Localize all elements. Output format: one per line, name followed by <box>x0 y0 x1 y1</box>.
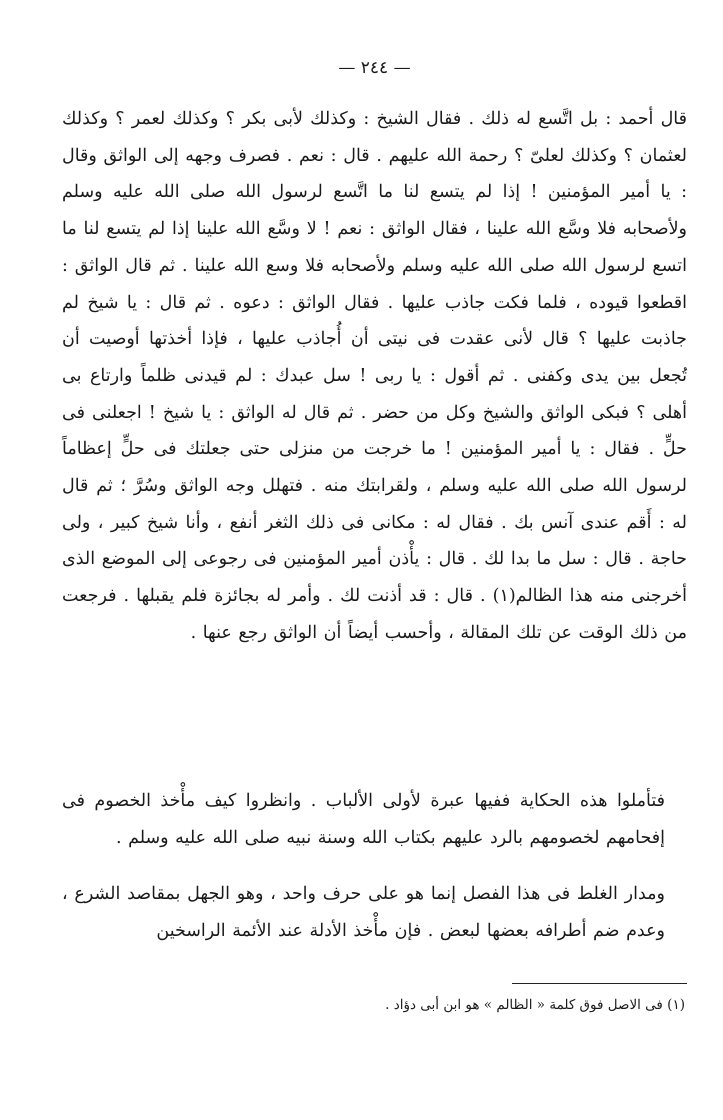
paragraph-1: قال أحمد : بل اتَّسع له ذلك . فقال الشيخ : وكذلك لأبى بكر ؟ وكذلك لعمر ؟ وكذلك لعثمان ؟ وكذلك لعلىّ ؟ رحمة الله عليهم . قال : نعم . فصرف وجهه إلى الواثق وقال : يا أمير المؤمنين ! إذا لم يتسع لنا ما اتَّسع لرسول الله صلى الله عليه وسلم ولأصحابه فلا وسَّع الله علينا ، فقال الواثق : نعم ! لا وسَّع الله علينا إذا لم يتسع لنا ما اتسع لرسول الله صلى الله عليه وسلم ولأصحابه فلا وسع الله علينا . ثم قال الواثق : اقطعوا قيوده ، فلما فكت جاذب عليها . فقال الواثق : دعوه . ثم قال : يا شيخ لم جاذبت عليها ؟ قال لأنى عقدت فى نيتى أن أُجاذب عليها ، فإذا أخذتها أوصيت أن تُجعل بين يدى وكفنى . ثم أقول : يا ربى ! سل عبدك : لم قيدنى ظلماً وارتاع بى أهلى ؟ فبكى الواثق والشيخ وكل من حضر . ثم قال له الواثق : يا شيخ ! اجعلنى فى حلٍّ . فقال : يا أمير المؤمنين ! ما خرجت من منزلى حتى جعلتك فى حلٍّ إعظاماً لرسول الله صلى الله عليه وسلم ، ولقرابتك منه . فتهلل وجه الواثق وسُرَّ ؛ ثم قال له : أَقم عندى آنس بك . فقال له : مكانى فى ذلك الثغر أنفع ، وأنا شيخ كبير ، ولى حاجة . قال : سل ما بدا لك . قال : يأْذن أمير المؤمنين فى رجوعى إلى الموضع الذى أخرجنى منه هذا الظالم(١) . قال : قد أذنت لك . وأمر له بجائزة فلم يقبلها . فرجعت من ذلك الوقت عن تلك المقالة ، وأحسب أيضاً أن الواثق رجع عنها . <box>62 109 688 643</box>
footnote-divider <box>512 983 687 984</box>
page-number: — ٢٤٤ — <box>338 58 411 78</box>
main-text <box>62 101 687 950</box>
book-page <box>62 0 687 1120</box>
footnote: (١) فى الاصل فوق كلمة « الظالم » هو ابن أبى دؤاد . <box>385 997 685 1013</box>
paragraph-2: فتأملوا هذه الحكاية ففيها عبرة لأولى الألباب . وانظروا كيف مأْخذ الخصوم فى إفحامهم لخصومهم بالرد عليهم بكتاب الله وسنة نبيه صلى الله عليه وسلم . <box>62 791 665 848</box>
paragraph-3: ومدار الغلط فى هذا الفصل إنما هو على حرف واحد ، وهو الجهل بمقاصد الشرع ، وعدم ضم أطرافه بعضها لبعض . فإن مأْخذ الأدلة عند الأئمة الراسخين <box>62 884 665 942</box>
